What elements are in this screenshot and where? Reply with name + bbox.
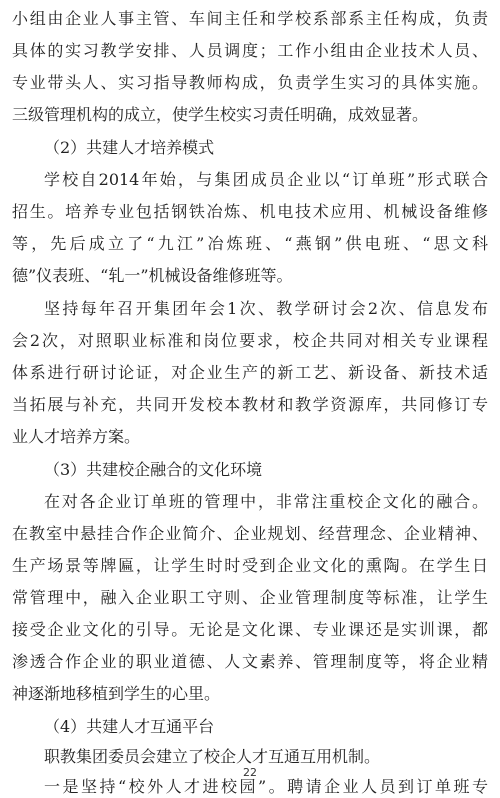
text-line: 体系进行研讨论证，对企业生产的新工艺、新设备、新技术适 bbox=[12, 363, 488, 382]
text-line: 坚持每年召开集团年会1次、教学研讨会2次、信息发布 bbox=[44, 299, 488, 318]
text-line: 学校自2014年始，与集团成员企业以“订单班”形式联合 bbox=[44, 170, 488, 189]
text-line: 招生。培养专业包括钢铁冶炼、机电技术应用、机械设备维修 bbox=[12, 202, 488, 221]
text-line: 生产场景等牌匾，让学生时时受到企业文化的熏陶。在学生日 bbox=[12, 556, 488, 575]
text-line: 三级管理机构的成立，使学生校实习责任明确，成效显著。 bbox=[12, 105, 429, 124]
section-heading: （3）共建校企融合的文化环境 bbox=[44, 460, 263, 479]
text-line: 在教室中悬挂合作企业简介、企业规划、经营理念、企业精神、 bbox=[12, 524, 488, 543]
text-line: 业人才培养方案。 bbox=[12, 427, 141, 446]
text-line: 在对各企业订单班的管理中，非常注重校企文化的融合。 bbox=[44, 492, 488, 511]
text-line: 一是坚持“校外人才进校园”。聘请企业人员到订单班专 bbox=[44, 777, 488, 796]
text-line: 常管理中，融入企业职工守则、企业管理制度等标准，让学生 bbox=[12, 588, 488, 607]
text-line: 具体的实习教学安排、人员调度；工作小组由企业技术人员、 bbox=[12, 41, 488, 60]
section-heading: （4）共建人才互通平台 bbox=[44, 717, 215, 736]
text-line: 德”仪表班、“轧一”机械设备维修班等。 bbox=[12, 266, 293, 285]
page-number: 22 bbox=[243, 766, 257, 779]
section-heading: （2）共建人才培养模式 bbox=[44, 138, 215, 157]
text-line: 接受企业文化的引导。无论是文化课、专业课还是实训课，都 bbox=[12, 620, 488, 639]
text-line: 当拓展与补充，共同开发校本教材和教学资源库，共同修订专 bbox=[12, 395, 488, 414]
text-line: 神逐渐地移植到学生的心里。 bbox=[12, 684, 221, 703]
text-line: 专业带头人、实习指导教师构成，负责学生实习的具体实施。 bbox=[12, 73, 488, 92]
text-line: 会2次，对照职业标准和岗位要求，校企共同对相关专业课程 bbox=[12, 331, 488, 350]
text-line: 等，先后成立了“九江”冶炼班、“燕钢”供电班、“思文科 bbox=[12, 234, 488, 253]
text-line: 小组由企业人事主管、车间主任和学校系部系主任构成，负责 bbox=[12, 9, 488, 28]
text-line: 渗透合作企业的职业道德、人文素养、管理制度等，将企业精 bbox=[12, 652, 488, 671]
text-line: 职教集团委员会建立了校企人才互通互用机制。 bbox=[44, 747, 381, 766]
